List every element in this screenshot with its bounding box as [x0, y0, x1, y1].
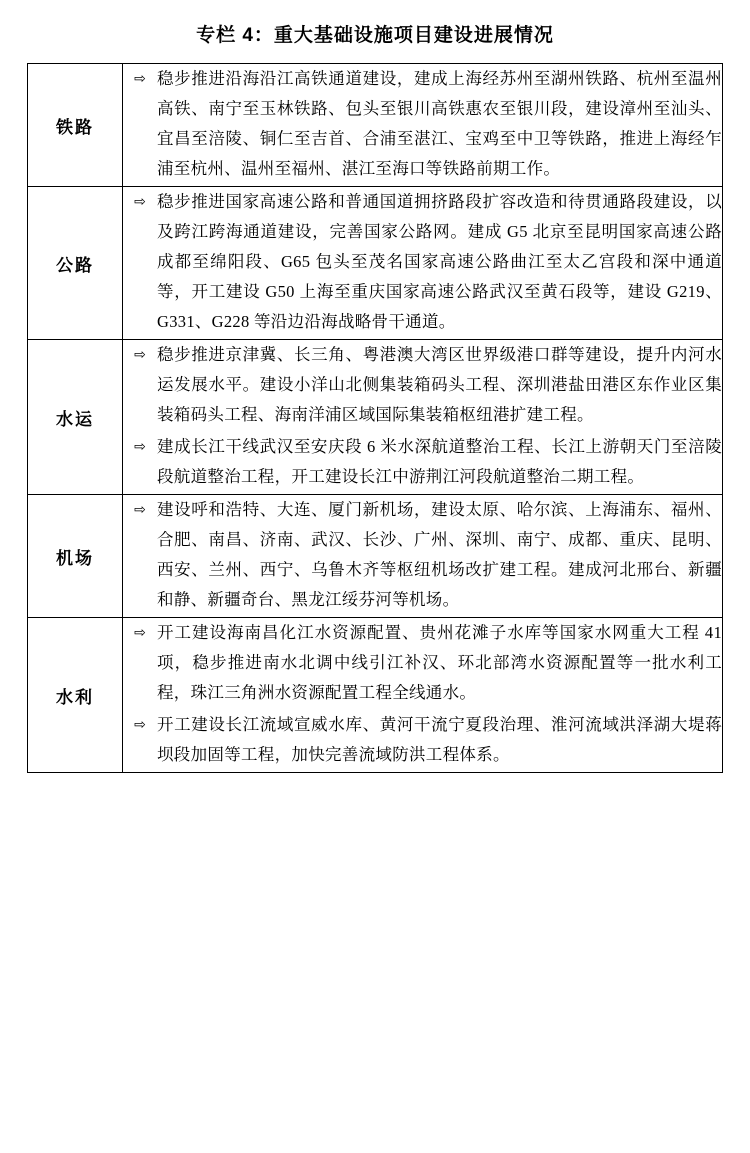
list-item [123, 618, 722, 708]
table-row [28, 340, 723, 495]
arrow-bullet-icon: ⇨ [134, 347, 146, 363]
category-label-waterway: 水运 [28, 340, 123, 495]
page-title: 专栏 4：重大基础设施项目建设进展情况 [196, 25, 554, 46]
list-item [123, 432, 722, 492]
list-item-text: 稳步推进京津冀、长三角、粤港澳大湾区世界级港口群等建设，提升内河水运发展水平。建设小洋山北侧集装箱码头工程、深圳港盐田港区东作业区集装箱码头工程、海南洋浦区域国际集装箱枢纽港扩建工程。 [157, 345, 722, 424]
arrow-bullet-icon: ⇨ [134, 502, 146, 518]
list-item [123, 710, 722, 770]
content-cell-airport [123, 495, 723, 618]
table-row [28, 495, 723, 618]
list-item [123, 64, 722, 184]
table-row [28, 618, 723, 773]
arrow-bullet-icon: ⇨ [134, 71, 146, 87]
arrow-bullet-icon: ⇨ [134, 439, 146, 455]
arrow-bullet-icon: ⇨ [134, 625, 146, 641]
list-item [123, 495, 722, 615]
content-cell-waterway [123, 340, 723, 495]
table-row [28, 64, 723, 187]
category-label-railway: 铁路 [28, 64, 123, 187]
table-row [28, 187, 723, 340]
list-item [123, 187, 722, 337]
list-item-text: 稳步推进沿海沿江高铁通道建设，建成上海经苏州至湖州铁路、杭州至温州高铁、南宁至玉林铁路、包头至银川高铁惠农至银川段，建设漳州至汕头、宜昌至涪陵、铜仁至吉首、合浦至湛江、宝鸡至中卫等铁路，推进上海经乍浦至杭州、温州至福州、湛江至海口等铁路前期工作。 [157, 69, 722, 178]
list-item-text: 建设呼和浩特、大连、厦门新机场，建设太原、哈尔滨、上海浦东、福州、合肥、南昌、济南、武汉、长沙、广州、深圳、南宁、成都、重庆、昆明、西安、兰州、西宁、乌鲁木齐等枢纽机场改扩建工程。建成河北邢台、新疆和静、新疆奇台、黑龙江绥芬河等机场。 [157, 500, 722, 609]
list-item-text: 建成长江干线武汉至安庆段 6 米水深航道整治工程、长江上游朝天门至涪陵段航道整治工程，开工建设长江中游荆江河段航道整治二期工程。 [157, 437, 722, 486]
arrow-bullet-icon: ⇨ [134, 717, 146, 733]
list-item [123, 340, 722, 430]
list-item-text: 开工建设长江流域宣威水库、黄河干流宁夏段治理、淮河流域洪泽湖大堤蒋坝段加固等工程，加快完善流域防洪工程体系。 [157, 715, 722, 764]
category-label-water-conservancy: 水利 [28, 618, 123, 773]
category-label-highway: 公路 [28, 187, 123, 340]
category-label-airport: 机场 [28, 495, 123, 618]
content-cell-water-conservancy [123, 618, 723, 773]
arrow-bullet-icon: ⇨ [134, 194, 146, 210]
content-cell-highway [123, 187, 723, 340]
infrastructure-table [27, 63, 723, 773]
list-item-text: 稳步推进国家高速公路和普通国道拥挤路段扩容改造和待贯通路段建设，以及跨江跨海通道建设，完善国家公路网。建成 G5 北京至昆明国家高速公路成都至绵阳段、G65 包头至茂名国家高速公路曲江至太乙宫段和深中通道等，开工建设 G50 上海至重庆国家高速公路武汉至黄石段等，建设 G219、G331、G228 等沿边沿海战略骨干通道。 [157, 192, 722, 331]
content-cell-railway [123, 64, 723, 187]
list-item-text: 开工建设海南昌化江水资源配置、贵州花滩子水库等国家水网重大工程 41 项，稳步推进南水北调中线引江补汉、环北部湾水资源配置等一批水利工程，珠江三角洲水资源配置工程全线通水。 [157, 623, 722, 702]
